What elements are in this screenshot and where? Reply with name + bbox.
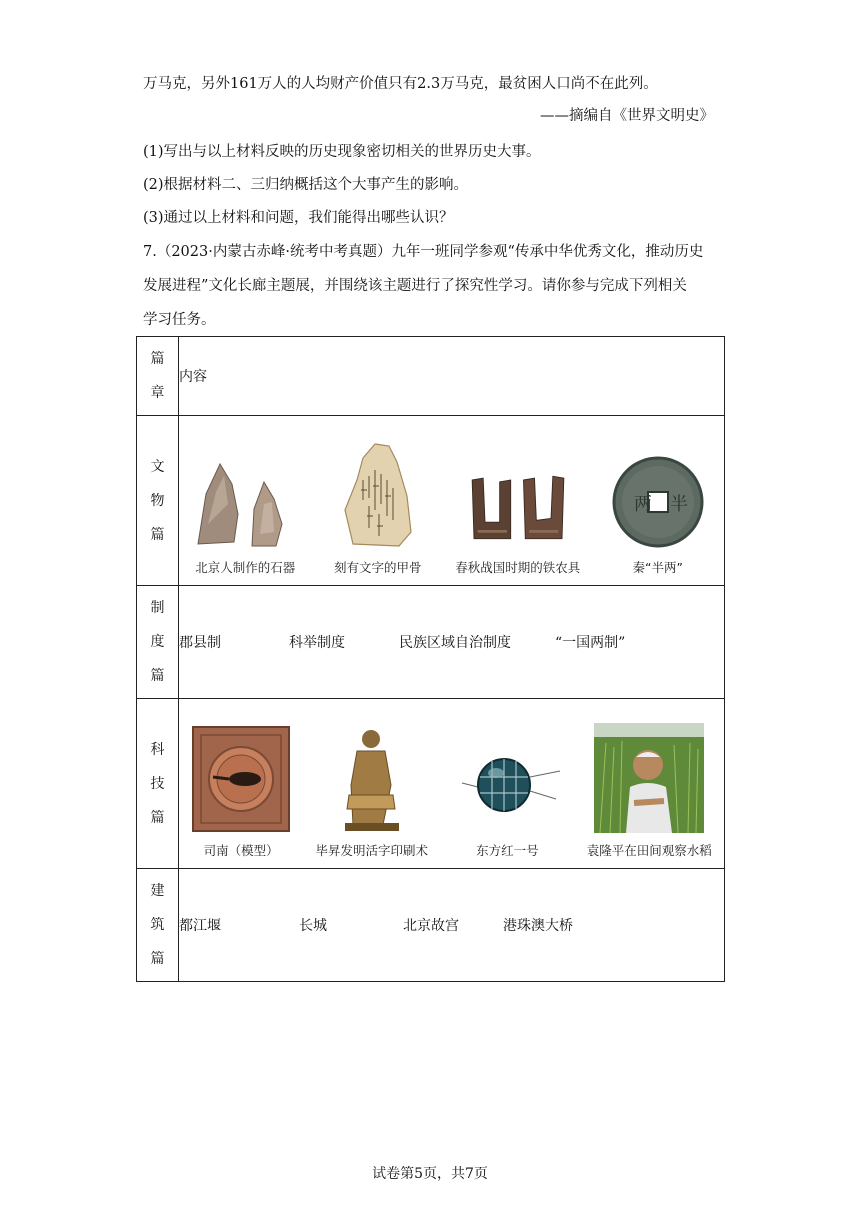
- chapter-char: 篇: [150, 809, 165, 826]
- tech-item-yuanlongping: [587, 723, 712, 859]
- passage-line: 万马克，另外161万人的人均财产价值只有2.3万马克，最贫困人口尚不在此列。: [143, 76, 658, 92]
- architecture-item: 港珠澳大桥: [503, 918, 573, 934]
- tech-item-bisheng: [316, 725, 429, 859]
- architecture-item: 长城: [299, 918, 327, 934]
- chapter-char: 章: [150, 385, 165, 401]
- tech-caption: 东方红一号: [476, 842, 539, 858]
- table-row-architecture: [137, 869, 725, 982]
- chapter-char: 篇: [150, 526, 165, 543]
- tech-item-dongfanghong: [452, 737, 562, 859]
- system-item: “一国两制”: [555, 635, 626, 651]
- tech-caption: 袁隆平在田间观察水稻: [586, 842, 712, 858]
- bisheng-statue-image: [317, 725, 427, 833]
- table-row-tech: [137, 699, 725, 869]
- chapter-char: 制: [150, 600, 165, 616]
- exhibit-table: [136, 336, 725, 982]
- system-item: 民族区域自治制度: [399, 635, 511, 651]
- question-3: (3)通过以上材料和问题，我们能得出哪些认识？: [143, 210, 454, 226]
- architecture-item: 都江堰: [179, 918, 221, 934]
- content-header-label: 内容: [179, 369, 207, 385]
- chapter-char: 科: [150, 741, 165, 758]
- content-cell-relics: [179, 416, 725, 586]
- chapter-cell-architecture: [137, 869, 179, 982]
- chapter-char: 技: [150, 775, 165, 792]
- rice-field-photo: [594, 723, 704, 833]
- content-cell-architecture: [179, 869, 725, 982]
- architecture-item: 北京故宫: [403, 918, 459, 934]
- content-header-cell: [179, 337, 725, 416]
- coin-char-ban: 半: [669, 493, 688, 515]
- coin-char-liang: 两: [633, 493, 652, 515]
- chapter-char: 筑: [150, 917, 165, 933]
- question-7-line-1: 7.（2023·内蒙古赤峰·统考中考真题）九年一班同学参观“传承中华优秀文化，推动历史: [143, 244, 704, 260]
- table-row-systems: [137, 586, 725, 699]
- relic-caption: 秦“半两”: [632, 559, 683, 575]
- table-header-row: [137, 337, 725, 416]
- question-7-line-2: 发展进程”文化长廊主题展，并围绕该主题进行了探究性学习。请你参与完成下列相关: [143, 278, 687, 294]
- relic-item-iron-tools: [455, 454, 580, 576]
- relic-caption: 北京人制作的石器: [195, 559, 296, 575]
- satellite-image: [452, 737, 562, 833]
- tech-caption: 司南（模型）: [203, 842, 279, 858]
- content-cell-systems: [179, 586, 725, 699]
- chapter-cell-systems: [137, 586, 179, 699]
- chapter-char: 文: [150, 458, 165, 475]
- chapter-cell-relics: [137, 416, 179, 586]
- table-row-relics: [137, 416, 725, 586]
- question-2: (2)根据材料二、三归纳概括这个大事产生的影响。: [143, 177, 469, 193]
- chapter-char: 度: [150, 634, 165, 650]
- tech-item-compass: [191, 725, 291, 859]
- chapter-header-cell: [137, 337, 179, 416]
- iron-tools-image: [463, 454, 573, 550]
- chapter-char: 篇: [150, 668, 165, 684]
- system-item: 科举制度: [289, 635, 345, 651]
- stone-tools-image: [190, 454, 300, 550]
- tech-caption: 毕昇发明活字印刷术: [315, 842, 429, 858]
- compass-image: [191, 725, 291, 833]
- content-cell-tech: [179, 699, 725, 869]
- chapter-cell-tech: [137, 699, 179, 869]
- passage-source: ——摘编自《世界文明史》: [540, 108, 714, 124]
- system-item: 郡县制: [179, 635, 221, 651]
- page-footer: 试卷第5页，共7页: [372, 1166, 488, 1182]
- chapter-char: 建: [150, 883, 165, 899]
- question-1: (1)写出与以上材料反映的历史现象密切相关的世界历史大事。: [143, 144, 541, 160]
- banliang-coin-image: [603, 454, 713, 550]
- chapter-char: 篇: [150, 351, 165, 367]
- question-7-line-3: 学习任务。: [143, 312, 216, 328]
- relic-item-banliang-coin: [603, 454, 713, 576]
- relic-item-oracle-bone: [323, 454, 433, 576]
- relic-caption: 春秋战国时期的铁农具: [455, 559, 581, 575]
- oracle-bone-image: [323, 454, 433, 550]
- chapter-char: 物: [150, 492, 165, 509]
- chapter-char: 篇: [150, 951, 165, 967]
- relic-caption: 刻有文字的甲骨: [333, 559, 422, 575]
- relic-item-stone-tools: [190, 454, 300, 576]
